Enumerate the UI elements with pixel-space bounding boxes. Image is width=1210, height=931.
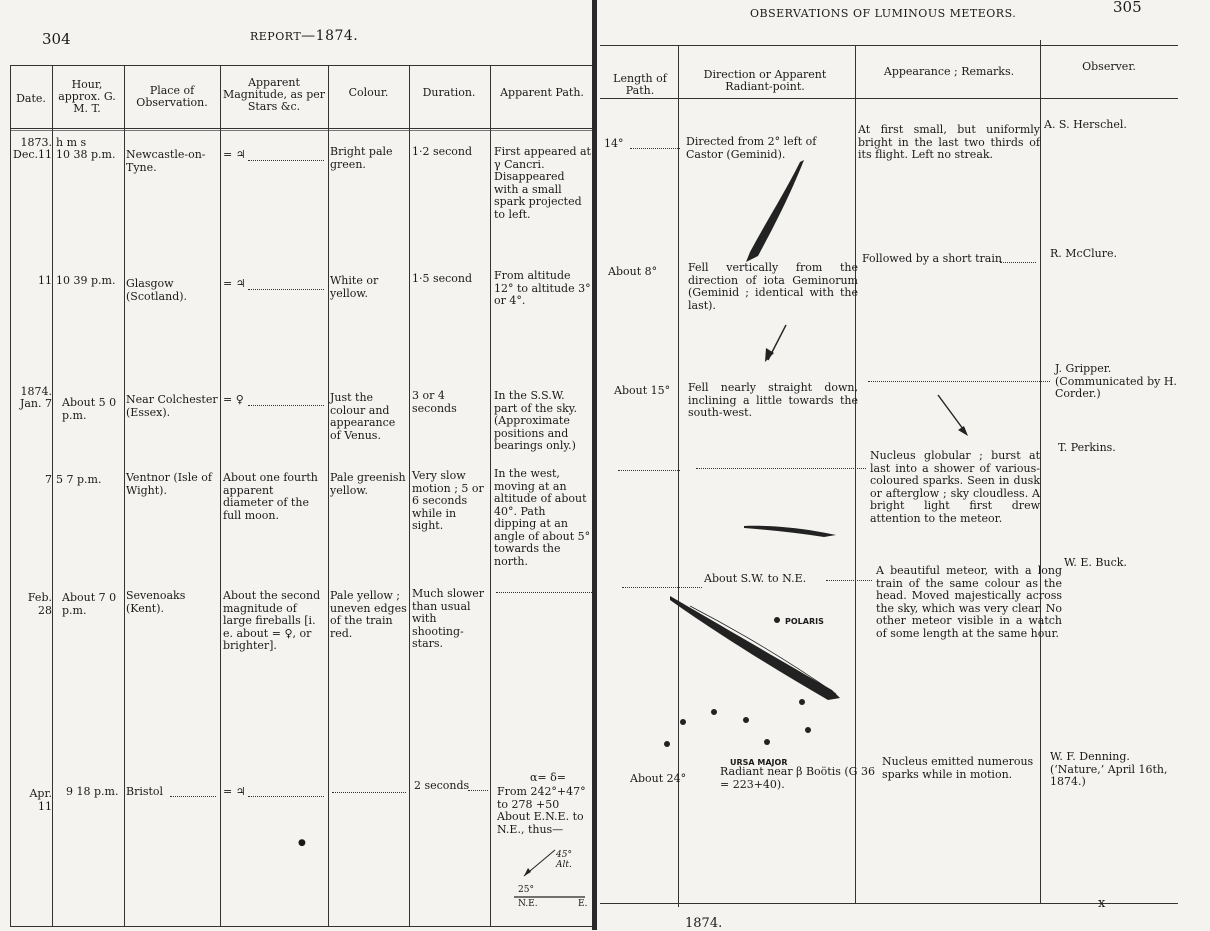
row1-date: Dec.11 xyxy=(13,148,52,161)
header-path: Apparent Path. xyxy=(500,86,584,99)
right-running-title: OBSERVATIONS OF LUMINOUS METEORS. xyxy=(750,7,1017,20)
row5-time: About 7 0 p.m. xyxy=(62,591,117,617)
right-page xyxy=(600,0,1210,930)
hms-label: h m s xyxy=(56,136,87,149)
ne-label: N.E. xyxy=(518,899,538,909)
row3-duration: 3 or 4 seconds xyxy=(412,389,457,415)
row5-magnitude: About the second magnitude of large fireballs [i. e. about = ♀, or brighter]. xyxy=(223,589,321,652)
row5-direction: About S.W. to N.E. xyxy=(704,572,807,585)
left-running-title-text: REPORT xyxy=(250,30,302,43)
ursa-major-label: URSA MAJOR xyxy=(730,758,788,767)
row2-length: About 8° xyxy=(608,265,658,278)
left-page xyxy=(0,0,595,930)
row2-observer: R. McClure. xyxy=(1050,247,1117,260)
row1-appearance: At first small, but uniformly bright in the last two thirds of its flight. Left no streak. xyxy=(858,123,1040,161)
row3-year: 1874. xyxy=(20,385,52,398)
row4-colour: Pale greenish yellow. xyxy=(330,471,406,497)
horizontal-streak-icon xyxy=(744,526,836,537)
alt-label: 45° Alt. xyxy=(556,850,572,870)
header-length: Length of Path. xyxy=(613,72,667,97)
row2-appearance: Followed by a short train xyxy=(862,252,1002,265)
row1-colour: Bright pale green. xyxy=(330,145,393,171)
row2-magnitude: = ♃ xyxy=(223,277,246,290)
row5-observer: W. E. Buck. xyxy=(1064,556,1127,569)
low-alt-label: 25° xyxy=(518,885,534,895)
header-hour: Hour, approx. G. M. T. xyxy=(58,78,116,115)
polaris-star-icon xyxy=(774,617,780,623)
row4-place: Ventnor (Isle of Wight). xyxy=(126,471,212,497)
row6-observer: W. F. Denning. (‘Nature,’ April 16th, 1874.) xyxy=(1050,750,1168,788)
header-appearance: Appearance ; Remarks. xyxy=(883,65,1015,78)
fireball-train-icon xyxy=(670,596,840,700)
row6-path: From 242°+47° to 278 +50 About E.N.E. to N.E., thus— xyxy=(497,785,586,836)
row6-appearance: Nucleus emitted numerous sparks while in motion. xyxy=(882,755,1034,781)
row4-magnitude: About one fourth apparent diameter of the full moon. xyxy=(223,471,318,522)
row6-time: 9 18 p.m. xyxy=(66,785,119,798)
row3-length: About 15° xyxy=(614,384,671,397)
row2-path: From altitude 12° to altitude 3° or 4°. xyxy=(494,269,591,307)
meteor-sketches xyxy=(600,0,1210,930)
polaris-label: POLARIS xyxy=(785,617,824,626)
row2-duration: 1·5 second xyxy=(412,272,473,285)
row5-date: Feb. 28 xyxy=(27,591,52,617)
e-label: E. xyxy=(578,899,588,909)
left-page-number: 304 xyxy=(42,30,71,48)
row4-appearance: Nucleus globular ; burst at last into a shower of various-coloured sparks. Seen in dusk or afterglow ; sky cloudless. A bright light first drew attention to the meteor. xyxy=(870,449,1040,525)
row2-colour: White or yellow. xyxy=(330,274,379,300)
row4-observer: T. Perkins. xyxy=(1058,441,1116,454)
row1-duration: 1·2 second xyxy=(412,145,473,158)
footer-mark: x xyxy=(1098,896,1106,911)
blot-mark-icon: ● xyxy=(298,838,306,848)
row2-direction: Fell vertically from the direction of iota Geminorum (Geminid ; identical with the last). xyxy=(688,261,858,312)
row6-place: Bristol xyxy=(126,785,164,798)
header-magnitude: Apparent Magnitude, as per Stars &c. xyxy=(222,76,326,113)
header-observer: Observer. xyxy=(1082,60,1136,73)
row4-duration: Very slow motion ; 5 or 6 seconds while in sight. xyxy=(412,469,484,532)
row1-year: 1873. xyxy=(20,136,52,149)
row4-date: 7 xyxy=(45,473,52,486)
arrow-sketch-icon xyxy=(0,0,595,930)
row3-colour: Just the colour and appearance of Venus. xyxy=(330,391,396,442)
row2-time: 10 39 p.m. xyxy=(56,274,116,287)
header-date: Date. xyxy=(16,92,46,105)
row3-direction: Fell nearly straight down, inclining a little towards the south-west. xyxy=(688,381,858,419)
row1-length: 14° xyxy=(604,137,624,150)
footer-year: 1874. xyxy=(685,916,723,931)
row3-place: Near Colchester (Essex). xyxy=(126,393,218,419)
left-running-year: —1874. xyxy=(301,28,359,44)
row3-path: In the S.S.W. part of the sky. (Approximate positions and bearings only.) xyxy=(494,389,578,452)
row1-magnitude: = ♃ xyxy=(223,148,246,161)
row6-path-coords-header: α= δ= xyxy=(530,771,566,784)
row5-appearance: A beautiful meteor, with a long train of the same colour as the head. Moved majestically across the sky, which was very clear. No other meteor visible in a watch of some length at the same hour. xyxy=(876,564,1062,640)
row1-observer: A. S. Herschel. xyxy=(1044,118,1127,131)
meteor-streak-icon xyxy=(746,160,804,262)
row3-observer: J. Gripper. (Communicated by H. Corder.) xyxy=(1055,362,1177,400)
header-place: Place of Observation. xyxy=(136,84,208,109)
row2-date: 11 xyxy=(38,274,52,287)
row6-date: Apr. 11 xyxy=(29,787,52,813)
row3-magnitude: = ♀ xyxy=(223,393,244,406)
row5-place: Sevenoaks (Kent). xyxy=(126,589,186,615)
row2-place: Glasgow (Scotland). xyxy=(126,277,188,303)
row5-duration: Much slower than usual with shooting-stars. xyxy=(412,587,485,650)
arrow-diagonal-icon xyxy=(938,395,966,433)
row3-time: About 5 0 p.m. xyxy=(62,396,117,422)
header-colour: Colour. xyxy=(348,86,389,99)
row5-colour: Pale yellow ; uneven edges of the train red. xyxy=(330,589,407,640)
header-direction: Direction or Apparent Radiant-point. xyxy=(703,68,827,93)
row1-place: Newcastle-on-Tyne. xyxy=(126,148,206,174)
row4-path: In the west, moving at an altitude of about 40°. Path dipping at an angle of about 5° towards the north. xyxy=(494,467,591,568)
row3-date: Jan. 7 xyxy=(19,397,52,410)
right-page-number: 305 xyxy=(1113,0,1142,16)
header-duration: Duration. xyxy=(422,86,476,99)
row4-time: 5 7 p.m. xyxy=(56,473,102,486)
row6-magnitude: = ♃ xyxy=(223,785,246,798)
row1-direction: Directed from 2° left of Castor (Geminid). xyxy=(686,135,817,161)
row6-length: About 24° xyxy=(630,772,687,785)
row1-time: 10 38 p.m. xyxy=(56,148,116,161)
row6-duration: 2 seconds xyxy=(414,779,470,792)
book-gutter xyxy=(592,0,597,930)
row1-path: First appeared at γ Cancri. Disappeared with a small spark projected to left. xyxy=(494,145,591,221)
row6-direction: Radiant near β Boötis (G 36 = 223+40). xyxy=(720,765,875,791)
